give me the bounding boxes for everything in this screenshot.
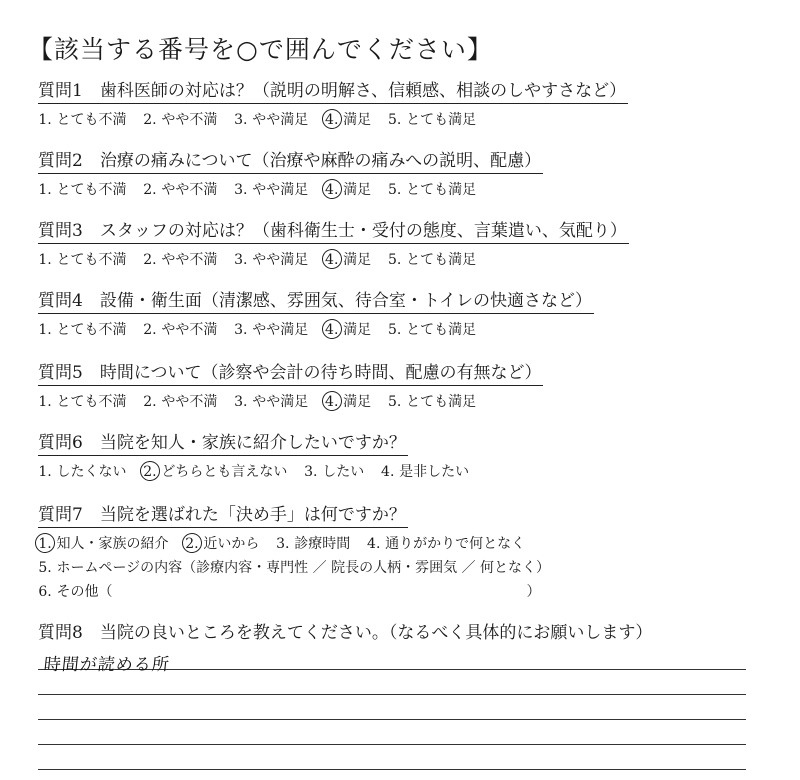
question-title: 質問4 設備・衛生面（清潔感、雰囲気、待合室・トイレの快適さなど） <box>38 290 594 314</box>
option-3[interactable]: 3. やや満足 <box>234 182 309 198</box>
option-2[interactable]: 2. やや不満 <box>143 322 218 338</box>
option-1[interactable]: 1. したくない <box>38 464 127 480</box>
option-5[interactable]: 5. とても満足 <box>387 182 477 198</box>
option-row <box>38 393 543 411</box>
question-8 <box>38 622 654 645</box>
option-4[interactable]: 4. 満足 <box>325 322 372 338</box>
handwritten-answer: 時間が読める所 <box>42 655 171 675</box>
option-row <box>38 111 628 129</box>
option-5[interactable]: 5. とても満足 <box>387 394 477 410</box>
option-4[interactable]: 4. 満足 <box>325 394 372 410</box>
question-2 <box>38 150 543 199</box>
option-2[interactable]: 2. やや不満 <box>143 182 218 198</box>
answer-line[interactable] <box>38 720 746 745</box>
answer-line[interactable] <box>38 745 746 770</box>
question-title: 質問6 当院を知人・家族に紹介したいですか？ <box>38 432 408 456</box>
circle-mark: 2. <box>143 464 157 480</box>
option-4[interactable]: 4. 満足 <box>325 112 372 128</box>
option-2[interactable]: 2. やや不満 <box>143 112 218 128</box>
option-3[interactable]: 3. 診療時間 <box>276 536 351 552</box>
option-1[interactable]: 1. とても不満 <box>38 112 127 128</box>
option-3[interactable]: 3. したい <box>304 464 365 480</box>
circle-mark: 4. <box>325 252 339 268</box>
option-1[interactable]: 1. とても不満 <box>38 322 127 338</box>
option-1[interactable]: 1. とても不満 <box>38 252 127 268</box>
question-title: 質問8 当院の良いところを教えてください。（なるべく具体的にお願いします） <box>38 623 653 643</box>
question-title: 質問1 歯科医師の対応は？（説明の明解さ、信頼感、相談のしやすさなど） <box>38 80 628 104</box>
option-3[interactable]: 3. やや満足 <box>234 112 309 128</box>
question-1 <box>38 80 628 129</box>
option-5[interactable]: 5. とても満足 <box>387 322 477 338</box>
circle-mark: 4. <box>325 322 339 338</box>
option-3[interactable]: 3. やや満足 <box>234 394 309 410</box>
option-3[interactable]: 3. やや満足 <box>234 322 309 338</box>
question-6 <box>38 432 481 481</box>
option-6[interactable]: 6. その他（ ） <box>38 584 541 600</box>
question-3 <box>38 220 629 269</box>
circle-mark: 4. <box>325 394 339 410</box>
option-row <box>38 463 481 481</box>
option-2[interactable]: 2. やや不満 <box>143 252 218 268</box>
circle-mark: 2. <box>185 536 199 552</box>
option-row <box>38 321 594 339</box>
option-2[interactable]: 2. どちらとも言えない <box>143 464 288 480</box>
option-row <box>38 181 543 199</box>
question-title: 質問2 治療の痛みについて（治療や麻酔の痛みへの説明、配慮） <box>38 150 543 174</box>
question-7 <box>38 504 550 601</box>
question-title: 質問5 時間について（診察や会計の待ち時間、配慮の有無など） <box>38 362 543 386</box>
circle-mark: 4. <box>325 182 339 198</box>
option-5[interactable]: 5. とても満足 <box>387 112 477 128</box>
option-2[interactable]: 2. 近いから <box>185 536 260 552</box>
option-row <box>38 535 550 553</box>
circle-mark: 1. <box>38 536 52 552</box>
page-title: 【該当する番号を○で囲んでください】 <box>28 35 493 64</box>
option-5[interactable]: 5. とても満足 <box>387 252 477 268</box>
answer-line[interactable] <box>38 695 746 720</box>
option-row <box>38 251 629 269</box>
question-4 <box>38 290 594 339</box>
option-4[interactable]: 4. 通りがかりで何となく <box>367 536 526 552</box>
option-4[interactable]: 4. 満足 <box>325 182 372 198</box>
option-5[interactable]: 5. ホームページの内容（診療内容・専門性 ／ 院長の人柄・雰囲気 ／ 何となく） <box>38 560 550 576</box>
question-title: 質問7 当院を選ばれた「決め手」は何ですか？ <box>38 504 408 528</box>
option-1[interactable]: 1. とても不満 <box>38 182 127 198</box>
option-4[interactable]: 4. 満足 <box>325 252 372 268</box>
option-4[interactable]: 4. 是非したい <box>381 464 470 480</box>
question-5 <box>38 362 543 411</box>
question-title: 質問3 スタッフの対応は？（歯科衛生士・受付の態度、言葉遣い、気配り） <box>38 220 629 244</box>
circle-mark: 4. <box>325 112 339 128</box>
option-1[interactable]: 1. とても不満 <box>38 394 127 410</box>
option-1[interactable]: 1. 知人・家族の紹介 <box>38 536 169 552</box>
option-3[interactable]: 3. やや満足 <box>234 252 309 268</box>
option-2[interactable]: 2. やや不満 <box>143 394 218 410</box>
